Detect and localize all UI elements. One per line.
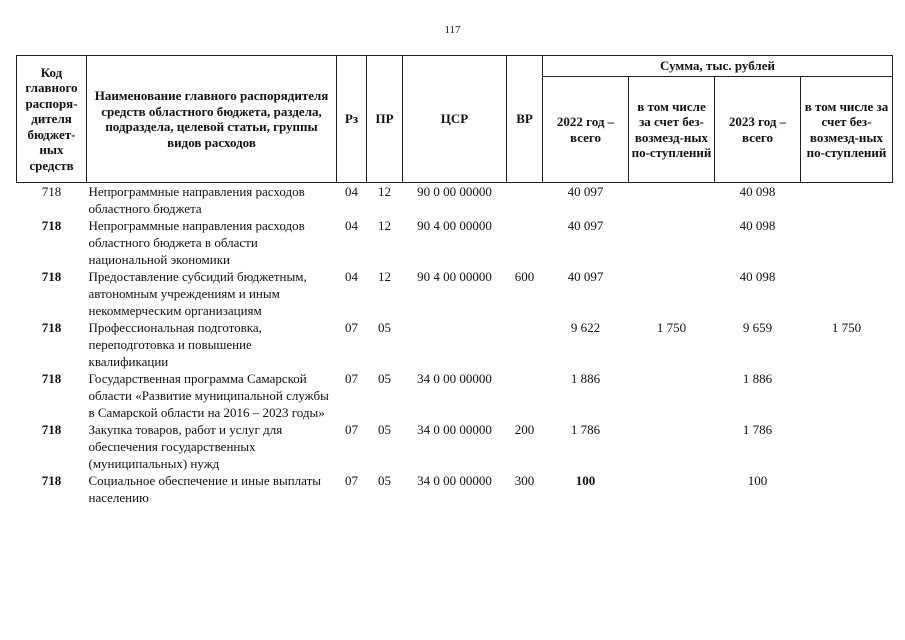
cell-csr: 34 0 00 00000 bbox=[417, 422, 492, 437]
cell-2022-free bbox=[629, 268, 715, 319]
cell-rz: 07 bbox=[345, 422, 358, 437]
cell-vr bbox=[507, 183, 543, 218]
cell-code: 718 bbox=[41, 422, 62, 437]
header-vr: ВР bbox=[507, 56, 543, 183]
cell-2023-free bbox=[801, 183, 893, 218]
cell-2022-total: 1 786 bbox=[570, 422, 601, 437]
cell-pr: 05 bbox=[378, 320, 391, 335]
cell-2023-total: 1 786 bbox=[742, 422, 773, 437]
cell-pr: 05 bbox=[378, 371, 391, 386]
table-row bbox=[17, 319, 893, 370]
cell-vr bbox=[507, 370, 543, 421]
header-2023-free: в том числе за счет без-возмезд-ных по-ступлений bbox=[801, 77, 893, 183]
cell-code: 718 bbox=[41, 184, 62, 199]
table-row bbox=[17, 370, 893, 421]
cell-vr bbox=[507, 217, 543, 268]
cell-name: Непрограммные направления расходов областного бюджета в области национальной экономики bbox=[88, 218, 305, 267]
cell-2023-free bbox=[801, 268, 893, 319]
cell-name: Непрограммные направления расходов областного бюджета bbox=[88, 184, 305, 216]
cell-2022-free bbox=[629, 183, 715, 218]
cell-2023-total: 9 659 bbox=[742, 320, 773, 335]
cell-2022-total: 40 097 bbox=[567, 269, 604, 284]
cell-2022-free bbox=[629, 421, 715, 472]
cell-pr: 12 bbox=[378, 184, 391, 199]
cell-2022-total: 40 097 bbox=[567, 218, 604, 233]
cell-2023-free: 1 750 bbox=[831, 320, 862, 335]
table-header bbox=[17, 56, 893, 183]
cell-2023-free bbox=[801, 370, 893, 421]
cell-pr: 05 bbox=[378, 422, 391, 437]
page-number: 117 bbox=[444, 24, 461, 36]
cell-pr: 05 bbox=[378, 473, 391, 488]
header-2022-free: в том числе за счет без-возмезд-ных по-ступлений bbox=[629, 77, 715, 183]
cell-2023-free bbox=[801, 472, 893, 506]
budget-table bbox=[16, 55, 893, 506]
cell-2023-free bbox=[801, 217, 893, 268]
cell-rz: 04 bbox=[345, 269, 358, 284]
header-code: Код главного распоря-дителя бюджет-ных средств bbox=[17, 56, 87, 183]
cell-code: 718 bbox=[41, 218, 62, 233]
cell-2022-free bbox=[629, 370, 715, 421]
cell-name: Предоставление субсидий бюджетным, автономным учреждениям и иным некоммерческим организациям bbox=[88, 269, 307, 318]
cell-2022-total: 1 886 bbox=[570, 371, 601, 386]
cell-rz: 07 bbox=[345, 320, 358, 335]
cell-vr bbox=[507, 319, 543, 370]
cell-csr: 34 0 00 00000 bbox=[417, 371, 492, 386]
cell-vr: 300 bbox=[514, 473, 535, 488]
cell-2023-free bbox=[801, 421, 893, 472]
cell-rz: 07 bbox=[345, 371, 358, 386]
cell-pr: 12 bbox=[378, 218, 391, 233]
cell-rz: 04 bbox=[345, 218, 358, 233]
cell-csr: 90 0 00 00000 bbox=[417, 184, 492, 199]
cell-csr: 34 0 00 00000 bbox=[417, 473, 492, 488]
table-row bbox=[17, 183, 893, 218]
cell-2022-total: 9 622 bbox=[570, 320, 601, 335]
cell-csr: 90 4 00 00000 bbox=[417, 269, 492, 284]
cell-2023-total: 40 098 bbox=[739, 218, 776, 233]
cell-name: Социальное обеспечение и иные выплаты населению bbox=[88, 473, 322, 505]
cell-2022-free: 1 750 bbox=[656, 320, 687, 335]
cell-pr: 12 bbox=[378, 269, 391, 284]
cell-name: Профессиональная подготовка, переподготовка и повышение квалификации bbox=[88, 320, 262, 369]
header-sum: Сумма, тыс. рублей bbox=[543, 56, 893, 77]
table-row bbox=[17, 421, 893, 472]
cell-csr bbox=[403, 319, 507, 370]
header-name: Наименование главного распорядителя средств областного бюджета, раздела, подраздела, целевой статьи, группы видов расходов bbox=[87, 56, 337, 183]
cell-vr: 600 bbox=[514, 269, 535, 284]
header-pr: ПР bbox=[367, 56, 403, 183]
cell-vr: 200 bbox=[514, 422, 535, 437]
cell-code: 718 bbox=[41, 269, 62, 284]
header-2023-total: 2023 год – всего bbox=[715, 77, 801, 183]
cell-2023-total: 100 bbox=[747, 473, 768, 488]
cell-code: 718 bbox=[41, 371, 62, 386]
header-rz: Рз bbox=[337, 56, 367, 183]
cell-2023-total: 1 886 bbox=[742, 371, 773, 386]
cell-2023-total: 40 098 bbox=[739, 269, 776, 284]
table-row bbox=[17, 268, 893, 319]
table-row bbox=[17, 472, 893, 506]
cell-2022-total: 100 bbox=[575, 473, 596, 488]
cell-rz: 07 bbox=[345, 473, 358, 488]
header-2022-total: 2022 год – всего bbox=[543, 77, 629, 183]
table-row bbox=[17, 217, 893, 268]
cell-2023-total: 40 098 bbox=[739, 184, 776, 199]
cell-rz: 04 bbox=[345, 184, 358, 199]
cell-2022-total: 40 097 bbox=[567, 184, 604, 199]
cell-csr: 90 4 00 00000 bbox=[417, 218, 492, 233]
header-csr: ЦСР bbox=[403, 56, 507, 183]
cell-code: 718 bbox=[41, 473, 62, 488]
cell-name: Закупка товаров, работ и услуг для обеспечения государственных (муниципальных) нужд bbox=[88, 422, 283, 471]
cell-code: 718 bbox=[41, 320, 62, 335]
cell-name: Государственная программа Самарской области «Развитие муниципальной службы в Самарской области на 2016 – 2023 годы» bbox=[88, 371, 329, 420]
cell-2022-free bbox=[629, 217, 715, 268]
cell-2022-free bbox=[629, 472, 715, 506]
